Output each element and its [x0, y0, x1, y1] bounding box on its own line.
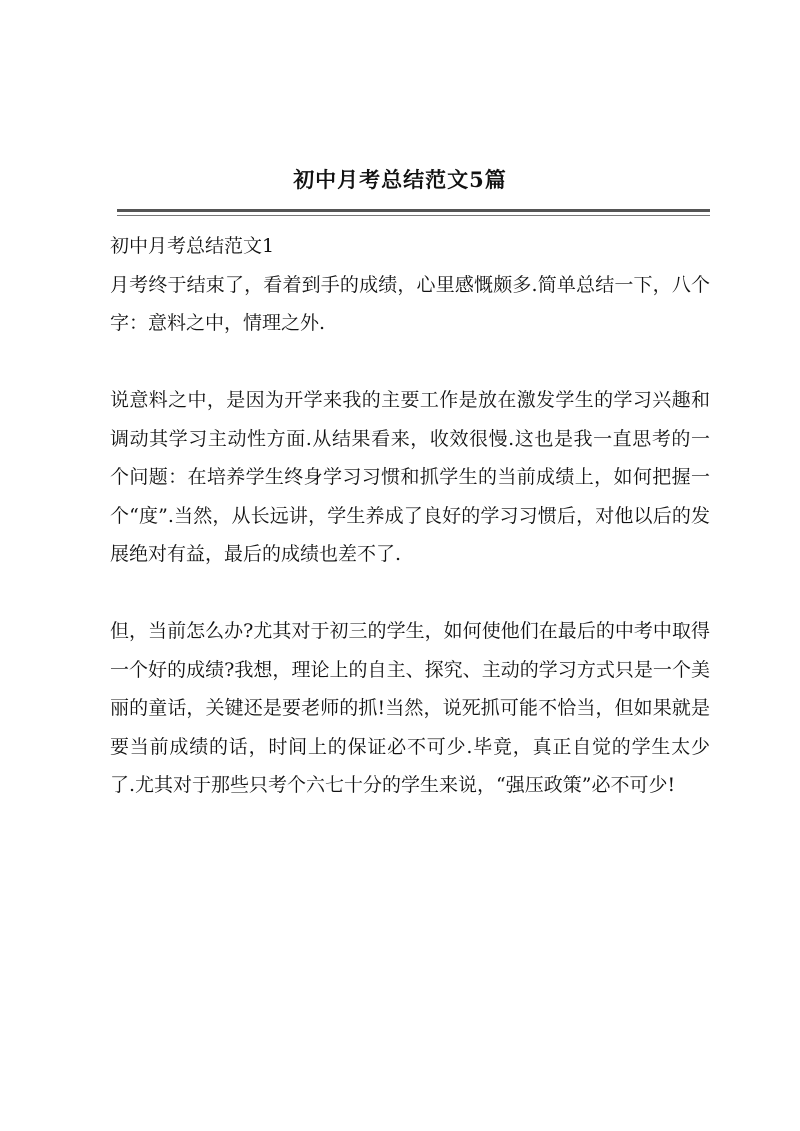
paragraph-3: 但，当前怎么办?尤其对于初三的学生，如何使他们在最后的中考中取得一个好的成绩?我想，理论上的自主、探究、主动的学习方式只是一个美丽的童话，关键还是要老师的抓!当然，说死抓可能不恰当，但如果就是要当前成绩的话，时间上的保证必不可少.毕竟，真正自觉的学生太少了.尤其对于那些只考个六七十分的学生来说，“强压政策”必不可少!: [110, 620, 710, 796]
document-title: 初中月考总结范文5篇: [293, 167, 507, 192]
paragraph-1: 月考终于结束了，看着到手的成绩，心里感慨颇多.简单总结一下，八个字：意料之中，情理之外.: [110, 273, 710, 334]
title-divider-thin: [117, 215, 710, 216]
paragraph-2: 说意料之中，是因为开学来我的主要工作是放在激发学生的学习兴趣和调动其学习主动性方面.从结果看来，收效很慢.这也是我一直思考的一个问题：在培养学生终身学习习惯和抓学生的当前成绩上，如何把握一个“度”.当然，从长远讲，学生养成了良好的学习习惯后，对他以后的发展绝对有益，最后的成绩也差不了.: [110, 389, 710, 565]
title-divider: [117, 209, 710, 212]
document-body: [110, 227, 710, 805]
section-heading: 初中月考总结范文1: [110, 235, 275, 257]
